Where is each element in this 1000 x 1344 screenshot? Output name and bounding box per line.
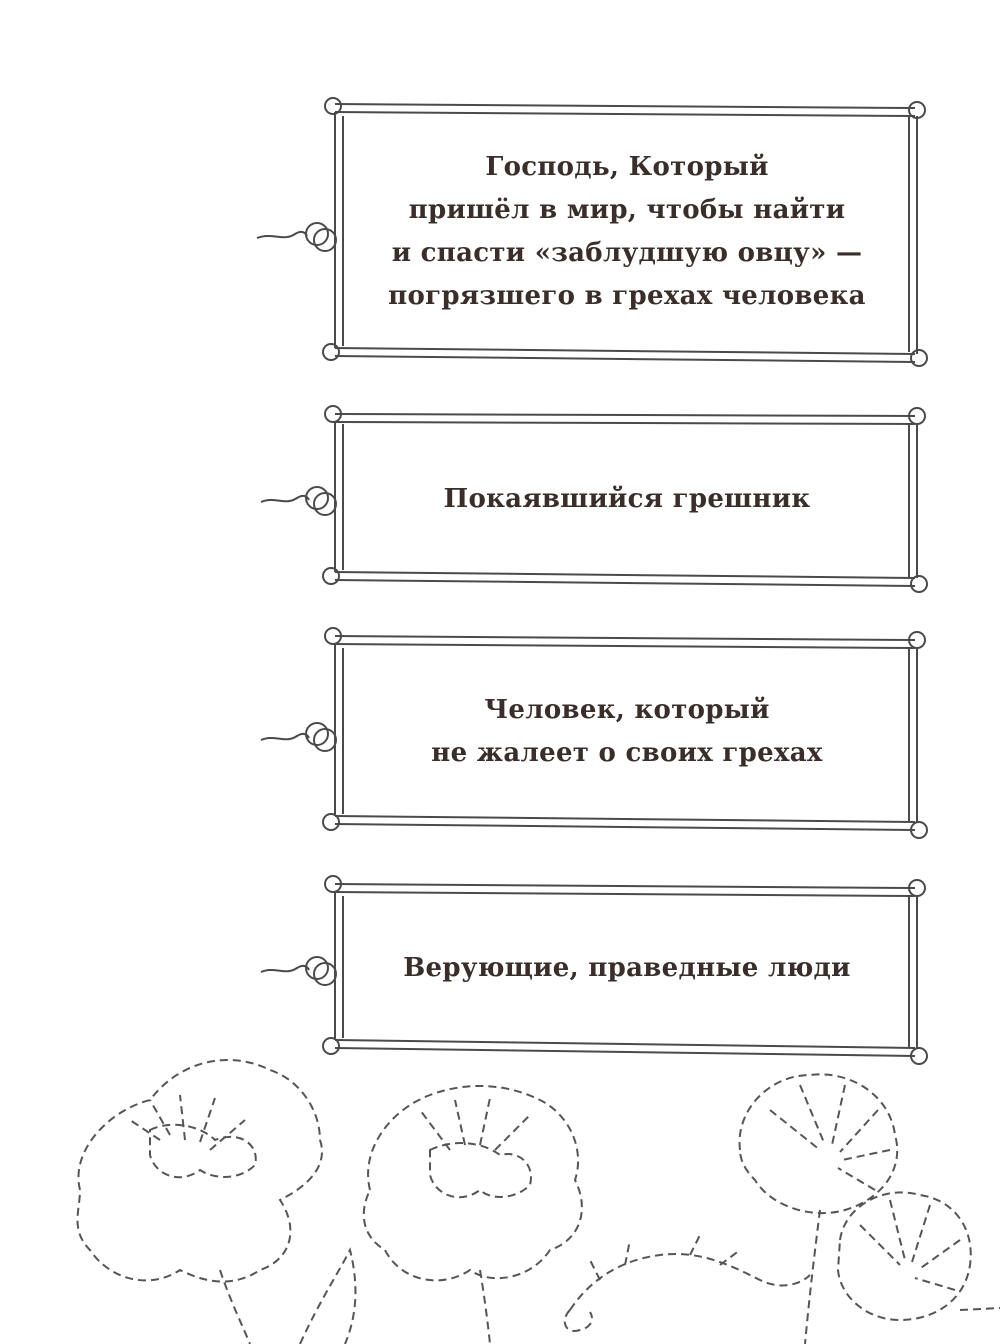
lily-left-stamens: [130, 1095, 245, 1150]
scroll-card-1-text: [347, 120, 907, 344]
card-4-line-1: Верующие, праведные люди: [403, 952, 851, 983]
lily-middle-petals: [364, 1086, 582, 1280]
lily-middle-inner: [430, 1143, 531, 1197]
lily-left-inner: [150, 1125, 256, 1177]
scroll-card-4-text: [347, 898, 907, 1038]
card-1-line-1: Господь, Который: [485, 152, 769, 182]
scroll-card-3: [255, 624, 935, 844]
scroll-card-2: [255, 402, 935, 598]
poppy-top-lines: [770, 1085, 890, 1190]
ground-right: [960, 1308, 1000, 1310]
lily-middle-stamens: [420, 1098, 530, 1150]
scroll-card-2-text: [347, 428, 907, 570]
lizard-head: [565, 1310, 592, 1331]
lily-middle-stem: [480, 1270, 490, 1344]
poppy-top: [740, 1074, 898, 1213]
card-1-line-2: пришёл в мир, чтобы найти: [408, 195, 846, 225]
lizard-legs: [590, 1235, 740, 1280]
card-3-line-2: не жалеет о своих грехах: [431, 738, 823, 768]
lily-left-leaf: [300, 1250, 355, 1344]
lizard-body: [570, 1254, 810, 1310]
card-3-line-1: Человек, который: [484, 695, 770, 725]
card-1-line-4: погрязшего в грехах человека: [388, 281, 866, 311]
scroll-card-1: [255, 92, 935, 376]
card-2-line-1: Покаявшийся грешник: [443, 483, 811, 514]
scroll-card-3-text: [347, 652, 907, 812]
card-1-line-3: и спасти «заблудшую овцу» —: [391, 238, 863, 268]
flowers-illustration: [0, 1040, 1000, 1344]
poppy-bottom-lines: [860, 1200, 960, 1290]
